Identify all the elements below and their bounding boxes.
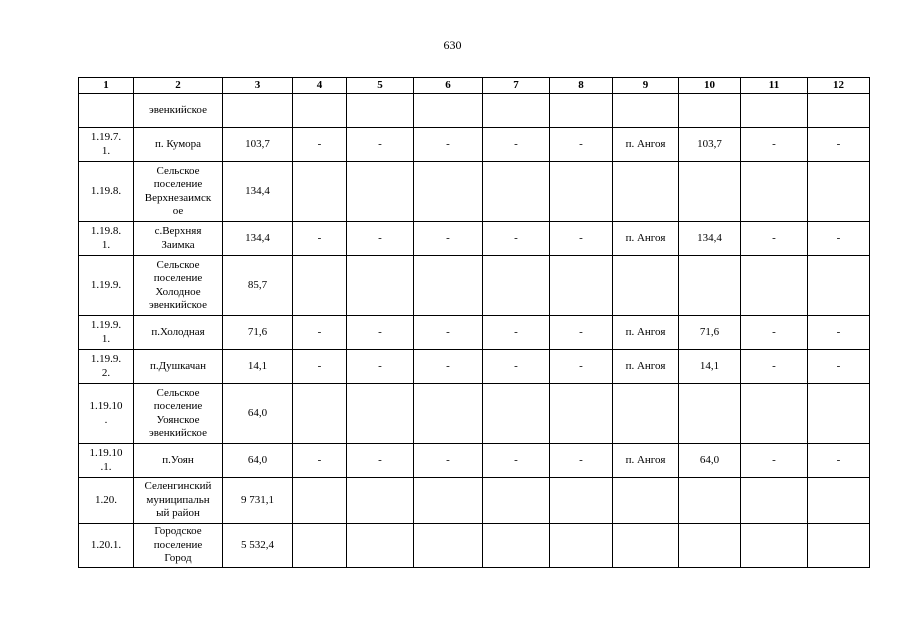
table-cell: - — [483, 128, 550, 162]
table-cell — [483, 384, 550, 444]
table-cell — [679, 524, 741, 568]
column-header-5: 5 — [347, 78, 414, 94]
table-cell — [679, 162, 741, 222]
table-cell: 1.19.10 . — [79, 384, 134, 444]
column-header-8: 8 — [550, 78, 613, 94]
column-header-1: 1 — [79, 78, 134, 94]
table-cell: п. Ангоя — [613, 444, 679, 478]
table-cell: 134,4 — [223, 222, 293, 256]
table-cell — [679, 94, 741, 128]
table-cell: - — [741, 222, 808, 256]
table-cell: - — [483, 350, 550, 384]
column-header-11: 11 — [741, 78, 808, 94]
table-cell: - — [741, 444, 808, 478]
table-cell — [347, 162, 414, 222]
table-cell — [550, 384, 613, 444]
table-cell: 71,6 — [223, 316, 293, 350]
table-cell — [483, 94, 550, 128]
table-cell: - — [741, 350, 808, 384]
table-row — [79, 222, 870, 256]
table-cell: 5 532,4 — [223, 524, 293, 568]
table-row — [79, 478, 870, 524]
table-cell — [741, 384, 808, 444]
table-cell: п. Ангоя — [613, 350, 679, 384]
table-cell — [483, 524, 550, 568]
column-header-4: 4 — [293, 78, 347, 94]
table-cell: Городское поселение Город — [134, 524, 223, 568]
table-row — [79, 524, 870, 568]
table-row — [79, 94, 870, 128]
table-cell: - — [414, 444, 483, 478]
table-row — [79, 162, 870, 222]
table-cell: - — [741, 316, 808, 350]
table-cell — [679, 478, 741, 524]
table-cell: - — [293, 444, 347, 478]
table-row — [79, 256, 870, 316]
table-cell: п. Кумора — [134, 128, 223, 162]
table-cell — [223, 94, 293, 128]
table-cell: - — [347, 444, 414, 478]
table-header-row — [79, 78, 870, 94]
table-cell — [293, 94, 347, 128]
table-cell: - — [483, 222, 550, 256]
table-cell: - — [808, 316, 870, 350]
table-cell — [808, 162, 870, 222]
table-cell — [293, 256, 347, 316]
table-cell: - — [483, 316, 550, 350]
table-cell: - — [347, 316, 414, 350]
table-cell — [483, 256, 550, 316]
data-table — [78, 77, 870, 568]
table-cell: - — [414, 316, 483, 350]
table-cell: 103,7 — [679, 128, 741, 162]
table-cell — [613, 162, 679, 222]
table-cell: - — [550, 444, 613, 478]
table-cell — [293, 478, 347, 524]
table-cell — [293, 524, 347, 568]
table-cell — [414, 524, 483, 568]
table-cell: - — [550, 350, 613, 384]
table-row — [79, 128, 870, 162]
table-cell — [550, 94, 613, 128]
table-cell: - — [293, 350, 347, 384]
table-cell: п. Ангоя — [613, 316, 679, 350]
table-cell: - — [483, 444, 550, 478]
column-header-7: 7 — [483, 78, 550, 94]
table-cell — [347, 478, 414, 524]
table-cell — [550, 524, 613, 568]
table-cell: - — [293, 222, 347, 256]
table-cell — [414, 384, 483, 444]
table-cell — [293, 162, 347, 222]
table-cell: - — [550, 316, 613, 350]
table-cell — [414, 256, 483, 316]
table-cell: - — [414, 222, 483, 256]
table-cell: 71,6 — [679, 316, 741, 350]
table-cell — [347, 94, 414, 128]
table-cell: - — [347, 350, 414, 384]
table-cell: 14,1 — [223, 350, 293, 384]
table-cell — [741, 478, 808, 524]
table-cell — [347, 524, 414, 568]
table-cell — [79, 94, 134, 128]
table-cell: - — [293, 128, 347, 162]
table-cell — [550, 256, 613, 316]
table-cell: 1.20.1. — [79, 524, 134, 568]
table-row — [79, 444, 870, 478]
page-number: 630 — [443, 38, 462, 52]
table-cell: 103,7 — [223, 128, 293, 162]
table-cell — [483, 162, 550, 222]
table-cell: Сельское поселение Уоянское эвенкийское — [134, 384, 223, 444]
table-cell: 134,4 — [679, 222, 741, 256]
table-cell: - — [808, 222, 870, 256]
table-cell: 1.19.9. 2. — [79, 350, 134, 384]
table-cell: 64,0 — [223, 384, 293, 444]
table-cell — [483, 478, 550, 524]
table-cell: 64,0 — [223, 444, 293, 478]
table-cell: 64,0 — [679, 444, 741, 478]
table-cell: п. Ангоя — [613, 128, 679, 162]
table-cell: 1.19.7. 1. — [79, 128, 134, 162]
table-cell: - — [741, 128, 808, 162]
table-cell: - — [550, 128, 613, 162]
table-cell: Сельское поселение Холодное эвенкийское — [134, 256, 223, 316]
column-header-9: 9 — [613, 78, 679, 94]
table-cell: 1.19.8. 1. — [79, 222, 134, 256]
table-cell: 1.19.9. — [79, 256, 134, 316]
table-cell: п.Холодная — [134, 316, 223, 350]
table-cell — [741, 524, 808, 568]
table-cell: Сельское поселение Верхнезаимск ое — [134, 162, 223, 222]
table-body — [79, 94, 870, 568]
table-cell — [550, 162, 613, 222]
table-cell: 134,4 — [223, 162, 293, 222]
table-cell — [414, 162, 483, 222]
column-header-6: 6 — [414, 78, 483, 94]
table-cell: - — [347, 128, 414, 162]
table-cell: 1.19.9. 1. — [79, 316, 134, 350]
table-cell — [613, 384, 679, 444]
column-header-2: 2 — [134, 78, 223, 94]
table-cell: 14,1 — [679, 350, 741, 384]
table-cell: п.Уоян — [134, 444, 223, 478]
table-row — [79, 316, 870, 350]
table-cell: - — [808, 444, 870, 478]
table-cell — [293, 384, 347, 444]
table-cell: - — [414, 350, 483, 384]
table-cell — [613, 524, 679, 568]
table-cell: п. Ангоя — [613, 222, 679, 256]
table-cell — [347, 256, 414, 316]
table-cell — [808, 256, 870, 316]
table-cell: п.Душкачан — [134, 350, 223, 384]
table-cell: - — [347, 222, 414, 256]
table-cell — [679, 256, 741, 316]
table-cell: - — [550, 222, 613, 256]
table-cell — [613, 94, 679, 128]
column-header-12: 12 — [808, 78, 870, 94]
table-cell — [679, 384, 741, 444]
table-cell — [741, 94, 808, 128]
table-cell — [808, 478, 870, 524]
table-cell: 1.20. — [79, 478, 134, 524]
column-header-10: 10 — [679, 78, 741, 94]
table-cell: 9 731,1 — [223, 478, 293, 524]
table-cell: с.Верхняя Заимка — [134, 222, 223, 256]
table-cell: - — [293, 316, 347, 350]
table-cell — [414, 478, 483, 524]
table-cell: эвенкийское — [134, 94, 223, 128]
table-cell: - — [414, 128, 483, 162]
table-row — [79, 384, 870, 444]
table-cell: 1.19.8. — [79, 162, 134, 222]
table-cell: 1.19.10 .1. — [79, 444, 134, 478]
table-cell: Селенгинский муниципальн ый район — [134, 478, 223, 524]
table-cell — [613, 256, 679, 316]
table-cell — [808, 384, 870, 444]
table-cell: 85,7 — [223, 256, 293, 316]
table-cell — [741, 256, 808, 316]
column-header-3: 3 — [223, 78, 293, 94]
table-cell — [414, 94, 483, 128]
table-cell: - — [808, 350, 870, 384]
table-row — [79, 350, 870, 384]
table-cell — [808, 94, 870, 128]
table-cell — [613, 478, 679, 524]
table-cell — [808, 524, 870, 568]
table-cell: - — [808, 128, 870, 162]
table-cell — [741, 162, 808, 222]
table-cell — [347, 384, 414, 444]
table-cell — [550, 478, 613, 524]
